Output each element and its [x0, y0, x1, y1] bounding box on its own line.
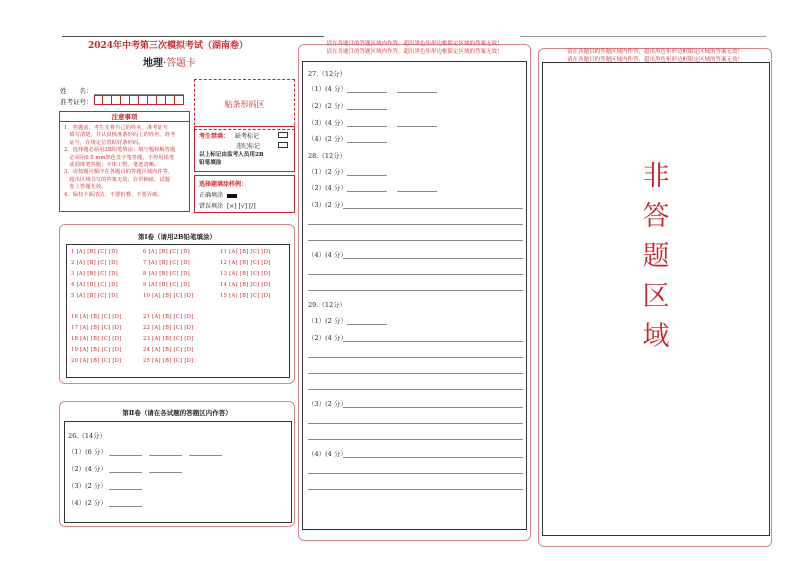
q29-2-line-c[interactable]	[308, 373, 523, 374]
absent-label: 缺考标记	[234, 133, 259, 140]
part2-box	[59, 401, 295, 527]
part1-grid	[66, 244, 290, 378]
q29-3-line-a[interactable]	[343, 407, 523, 408]
card-title: 地理·答题卡	[143, 58, 197, 69]
question-10[interactable]: 10 [A] [B] [C] [D]	[143, 293, 194, 299]
question-15[interactable]: 15 [A] [B] [C] [D]	[220, 293, 271, 299]
q29-head: 29.（12分）	[308, 301, 347, 309]
q28-1-line[interactable]	[347, 175, 387, 176]
q26-1-line-b[interactable]	[149, 455, 182, 456]
non-answer-text: 非 答 题 区 域	[642, 161, 670, 352]
question-20[interactable]: 20 [A] [B] [C] [D]	[71, 358, 122, 364]
q28-head: 28.（12分）	[308, 152, 347, 160]
q26-1-line-c[interactable]	[189, 455, 222, 456]
q28-3-line-b[interactable]	[308, 224, 523, 225]
col2-box	[298, 41, 531, 541]
fill-sample-title: 选择题填涂样例：	[199, 181, 248, 188]
barcode-area: 贴条形码区	[194, 79, 295, 130]
col-1-5	[71, 247, 118, 302]
q29-3-line-c[interactable]	[308, 439, 523, 440]
question-22[interactable]: 22 [A] [B] [C] [D]	[143, 325, 194, 331]
q29-3-line-b[interactable]	[308, 423, 523, 424]
q26-2-line-a[interactable]	[109, 472, 142, 473]
part2-title: 第Ⅱ卷（请在各试题的答题区内作答）	[122, 409, 232, 417]
q29-2-line-a[interactable]	[343, 341, 523, 342]
question-24[interactable]: 24 [A] [B] [C] [D]	[143, 347, 194, 353]
q28-3-line-a[interactable]	[343, 208, 523, 209]
col-6-10	[143, 247, 193, 302]
question-4[interactable]: 4 [A] [B] [C] [D]	[71, 282, 118, 288]
q26-sub4: （4）(2 分）	[68, 499, 107, 507]
id-label: 准考证号：	[60, 98, 93, 106]
status-box	[194, 126, 295, 172]
q27-3-line-a[interactable]	[347, 126, 387, 127]
violation-label: 违纪标记	[236, 143, 261, 150]
question-11[interactable]: 11 [A] [B] [C] [D]	[220, 249, 271, 255]
col3-box	[538, 48, 772, 547]
q28-4-line-a[interactable]	[343, 258, 523, 259]
question-18[interactable]: 18 [A] [B] [C] [D]	[71, 336, 122, 342]
question-6[interactable]: 6 [A] [B] [C] [D]	[143, 249, 190, 255]
q28-sub2: （2）(4 分）	[308, 184, 347, 192]
q27-1-line-b[interactable]	[397, 92, 437, 93]
question-9[interactable]: 9 [A] [B] [C] [D]	[143, 282, 190, 288]
q29-sub1: （1）(2 分）	[308, 317, 347, 325]
question-23[interactable]: 23 [A] [B] [C] [D]	[143, 336, 194, 342]
q28-2-line-a[interactable]	[347, 191, 387, 192]
q27-head: 27.（12分）	[308, 70, 347, 78]
correct-mark	[227, 194, 237, 198]
wrong-label: 错误填涂	[199, 203, 224, 210]
q27-sub1: （1）(4 分）	[308, 85, 347, 93]
q27-3-line-b[interactable]	[397, 126, 437, 127]
part1-title: 第Ⅰ卷（请用2B铅笔填涂）	[137, 233, 217, 241]
q28-4-line-c[interactable]	[308, 290, 523, 291]
q29-1-line[interactable]	[347, 324, 387, 325]
q28-sub4: （4）(4 分）	[308, 251, 347, 259]
name-label: 姓 名：	[60, 87, 93, 95]
question-7[interactable]: 7 [A] [B] [C] [D]	[143, 260, 190, 266]
col-16-20	[71, 312, 121, 367]
question-1[interactable]: 1 [A] [B] [C] [D]	[71, 249, 118, 255]
q26-3-line[interactable]	[109, 489, 142, 490]
q28-sub1: （1）(2 分）	[308, 168, 347, 176]
q26-1-line-a[interactable]	[109, 455, 142, 456]
q29-sub3: （3）(2 分）	[308, 400, 347, 408]
question-13[interactable]: 13 [A] [B] [C] [D]	[220, 271, 271, 277]
wrong-marks: [×] [√] [/]	[226, 203, 256, 210]
col3-warning: 请在各题目的答题区域内作答，超出黑色矩形边框限定区域的答案无效！ 请在各题目的答题区域内作答，超出黑色矩形边框限定区域的答案无效！	[566, 49, 743, 63]
q28-2-line-b[interactable]	[397, 191, 437, 192]
q27-sub2: （2）(2 分）	[308, 102, 347, 110]
col2-answer-area[interactable]	[302, 61, 527, 530]
question-21[interactable]: 21 [A] [B] [C] [D]	[143, 314, 194, 320]
q29-sub4: （4）(4 分）	[308, 450, 347, 458]
q26-sub3: （3）(2 分）	[68, 482, 107, 490]
fill-sample-box	[194, 175, 295, 213]
q29-2-line-d[interactable]	[308, 389, 523, 390]
top-rule	[62, 36, 324, 37]
q29-4-line-b[interactable]	[308, 473, 523, 474]
question-16[interactable]: 16 [A] [B] [C] [D]	[71, 314, 122, 320]
q27-1-line-a[interactable]	[347, 92, 387, 93]
absent-checkbox[interactable]	[278, 132, 288, 138]
status-note: 以上标记由监考人员用2B铅笔填涂	[199, 152, 264, 166]
top-rule-right	[520, 36, 766, 37]
q26-sub1: （1）(6 分）	[68, 448, 107, 456]
notes-title: 注意事项	[60, 112, 189, 122]
violation-checkbox[interactable]	[278, 142, 288, 148]
q27-sub3: （3）(4 分）	[308, 119, 347, 127]
exam-title: 2024年中考第三次模拟考试（湖南卷）	[88, 41, 249, 51]
question-25[interactable]: 25 [A] [B] [C] [D]	[143, 358, 194, 364]
q26-4-line[interactable]	[109, 506, 142, 507]
question-5[interactable]: 5 [A] [B] [C] [D]	[71, 293, 118, 299]
status-label: 考生禁填：	[199, 133, 230, 140]
q27-sub4: （4）(2 分）	[308, 135, 347, 143]
col-21-25	[143, 312, 193, 367]
non-answer-area	[542, 62, 770, 536]
q27-2-line[interactable]	[347, 109, 387, 110]
q28-3-line-c[interactable]	[308, 240, 523, 241]
notes-list: 1．答题前，考生先将自己的姓名，准考证号 填写清楚，并认真核准条形码上的姓名、准考 证号，在规定位置贴好条形码。 2．选择题必须用2B铅笔填涂；填空题和解答题 必须用0.5 mm黑色签字笔答题，不得用铅笔 或圆珠笔答题；字体工整、笔迹清晰。 3．请按题号顺序在各题目的答题区域内作答， 超出区域书写的答案无效；在草稿纸、试题 卷上答题无效。 4．保持卡面清洁，不要折叠、不要弄破。	[64, 125, 176, 198]
id-boxes[interactable]	[94, 95, 184, 105]
q27-4-line[interactable]	[347, 142, 387, 143]
q26-area[interactable]	[64, 421, 292, 523]
question-8[interactable]: 8 [A] [B] [C] [D]	[143, 271, 190, 277]
part1-box	[59, 224, 295, 384]
question-14[interactable]: 14 [A] [B] [C] [D]	[220, 282, 271, 288]
col-11-15	[220, 247, 270, 302]
question-12[interactable]: 12 [A] [B] [C] [D]	[220, 260, 271, 266]
q29-sub2: （2）(4 分）	[308, 334, 347, 342]
q29-4-line-a[interactable]	[343, 457, 523, 458]
correct-label: 正确填涂	[199, 192, 224, 199]
question-3[interactable]: 3 [A] [B] [C] [D]	[71, 271, 118, 277]
col2-warning: 请在各题目的答题区域内作答，超出黑色矩形边框限定区域的答案无效！ 请在各题目的答题区域内作答，超出黑色矩形边框限定区域的答案无效！	[326, 41, 503, 55]
q26-2-line-b[interactable]	[149, 472, 182, 473]
q28-4-line-b[interactable]	[308, 274, 523, 275]
card-label: 答题卡	[166, 58, 197, 69]
q28-sub3: （3）(2 分）	[308, 201, 347, 209]
q26-head: 26.（14分）	[68, 432, 107, 440]
question-2[interactable]: 2 [A] [B] [C] [D]	[71, 260, 118, 266]
q26-sub2: （2）(4 分）	[68, 465, 107, 473]
notes-box	[59, 111, 190, 212]
q29-2-line-b[interactable]	[308, 357, 523, 358]
q29-4-line-c[interactable]	[308, 489, 523, 490]
question-17[interactable]: 17 [A] [B] [C] [D]	[71, 325, 122, 331]
subject-label: 地理	[143, 58, 163, 69]
question-19[interactable]: 19 [A] [B] [C] [D]	[71, 347, 122, 353]
